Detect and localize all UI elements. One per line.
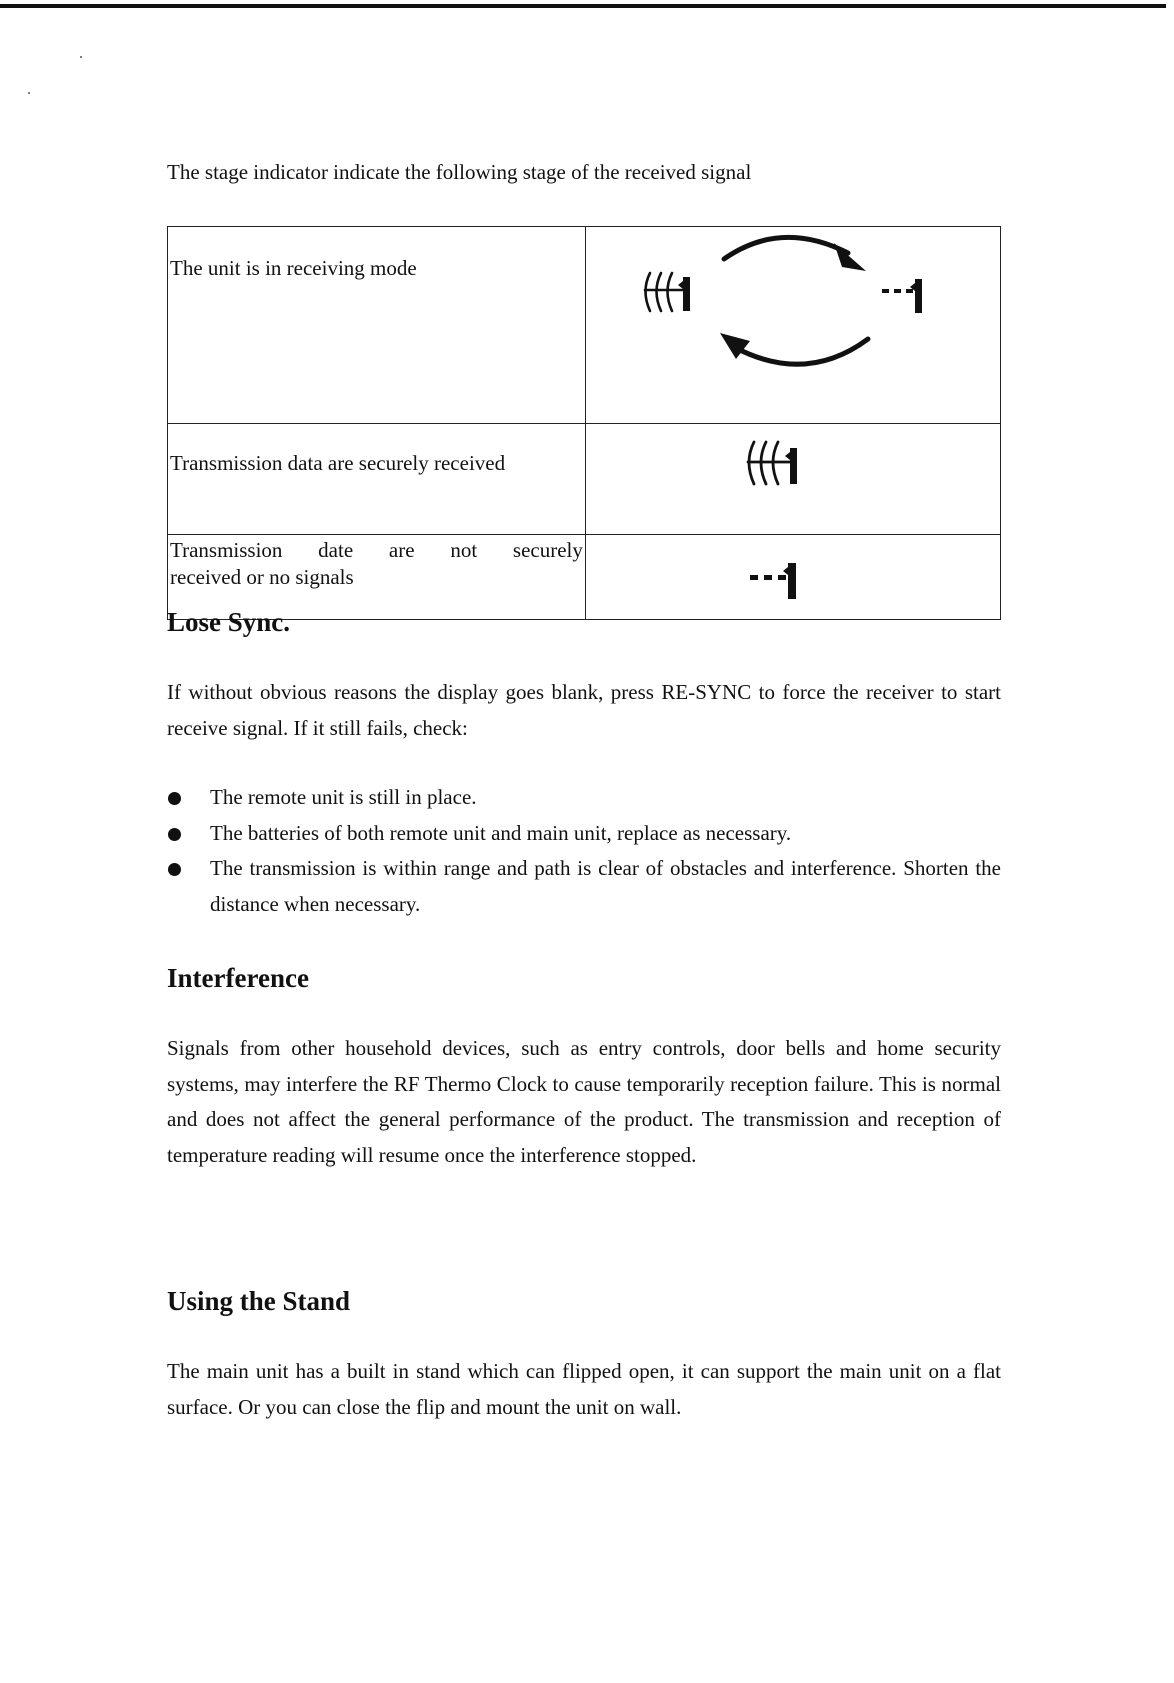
section-heading-stand: Using the Stand: [167, 1286, 351, 1316]
top-rule: [0, 4, 1166, 8]
interference-paragraph: Signals from other household devices, such as entry controls, door bells and home security systems, may interfere the RF Thermo Clock to cause temporarily reception failure. This is normal and does not affect the general performance of the product. The transmission and reception of temperature reading will resume once the interference stopped.: [167, 1036, 1001, 1167]
table-row: [168, 535, 1001, 620]
stage-description: Transmission data are securely received: [168, 424, 586, 535]
receiving-cycle-icon: [585, 227, 1000, 424]
scan-speck: [80, 56, 82, 58]
section-heading-lose-sync: Lose Sync.: [167, 607, 291, 637]
list-item: [167, 851, 1001, 922]
list-item-text: The transmission is within range and path is clear of obstacles and interference. Shorten the distance when necessary.: [210, 856, 1001, 916]
table-row: [168, 424, 1001, 535]
intro-text: The stage indicator indicate the following stage of the received signal: [167, 160, 752, 184]
list-item-text: The batteries of both remote unit and main unit, replace as necessary.: [210, 820, 792, 845]
bullet-icon: [168, 828, 181, 841]
stage-indicator-table: [167, 226, 1001, 620]
check-list: [167, 780, 1001, 922]
table-row: [168, 227, 1001, 424]
signal-strong-icon: [585, 424, 1000, 535]
bullet-icon: [168, 863, 181, 876]
stage-description-line: received or no signals: [170, 565, 354, 589]
bullet-icon: [168, 792, 181, 805]
section-heading-interference: Interference: [167, 963, 309, 993]
list-item-text: The remote unit is still in place.: [210, 785, 477, 809]
stand-paragraph: The main unit has a built in stand which can flipped open, it can support the main unit on a flat surface. Or you can close the flip and mount the unit on wall.: [167, 1359, 1001, 1419]
stage-description-line: Transmission date are not securely: [170, 538, 583, 562]
lose-sync-paragraph: If without obvious reasons the display goes blank, press RE-SYNC to force the receiver to start receive signal. If it still fails, check:: [167, 680, 1001, 740]
list-item: [167, 780, 1001, 816]
scan-speck: [28, 92, 30, 94]
stage-description: The unit is in receiving mode: [168, 227, 586, 424]
signal-none-icon: [585, 535, 1000, 620]
list-item: [167, 816, 1001, 852]
